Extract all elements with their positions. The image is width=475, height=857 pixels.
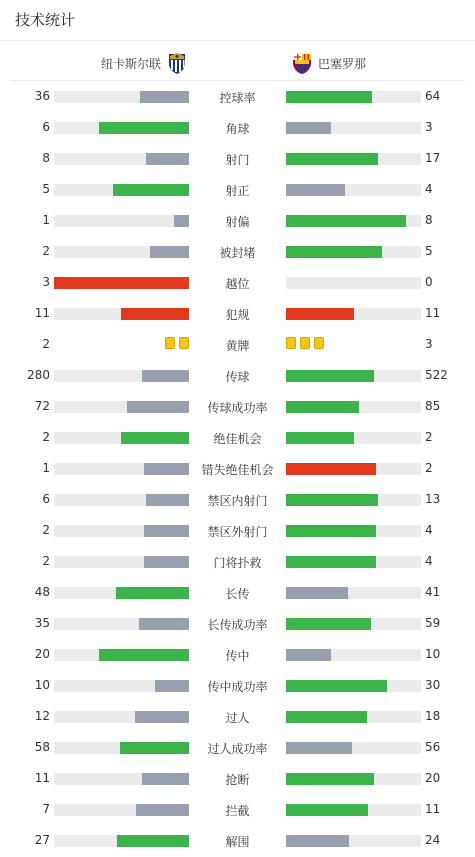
home-stat-value: 2	[42, 554, 50, 568]
stat-row	[0, 236, 475, 267]
away-stat-value: 3	[425, 337, 433, 351]
home-stat-bar	[54, 370, 189, 382]
away-stat-bar-fill	[286, 246, 382, 258]
stat-label: 角球	[225, 122, 250, 136]
home-stat-bar-fill	[117, 835, 189, 847]
barcelona-crest-icon	[290, 51, 314, 75]
away-stat-value: 56	[425, 740, 441, 754]
away-stat-bar-fill	[286, 587, 348, 599]
away-stat-value: 20	[425, 771, 441, 785]
away-stat-bar-fill	[286, 184, 345, 196]
home-stat-value: 2	[42, 244, 50, 258]
home-stat-bar-fill	[127, 401, 189, 413]
away-stat-bar-fill	[286, 680, 387, 692]
yellow-card-icon	[300, 337, 310, 349]
away-stat-value: 4	[425, 182, 433, 196]
away-stat-bar	[286, 649, 421, 661]
away-stat-bar-fill	[286, 91, 372, 103]
away-stat-bar-fill	[286, 773, 374, 785]
stat-row	[0, 205, 475, 236]
stat-row	[0, 670, 475, 701]
stat-label: 传中成功率	[207, 680, 268, 694]
stat-label: 长传	[225, 587, 250, 601]
away-stat-bar-fill	[286, 556, 376, 568]
away-stat-bar-fill	[286, 835, 349, 847]
home-team-name: 纽卡斯尔联	[100, 56, 161, 71]
away-stat-bar	[286, 91, 421, 103]
away-stat-value: 2	[425, 430, 433, 444]
stat-row	[0, 546, 475, 577]
home-stat-value: 6	[42, 492, 50, 506]
home-stat-bar	[54, 463, 189, 475]
home-stat-bar	[54, 184, 189, 196]
stat-row	[0, 360, 475, 391]
home-stat-bar	[54, 432, 189, 444]
away-stat-bar	[286, 711, 421, 723]
away-stat-value: 85	[425, 399, 441, 413]
stat-row	[0, 143, 475, 174]
home-stat-value: 1	[42, 461, 50, 475]
away-stat-bar	[286, 587, 421, 599]
home-stat-value: 12	[34, 709, 50, 723]
home-stat-bar	[54, 122, 189, 134]
home-stat-bar-fill	[146, 494, 189, 506]
stat-label: 越位	[225, 277, 250, 291]
away-team-name: 巴塞罗那	[318, 56, 367, 71]
away-stat-value: 24	[425, 833, 441, 847]
away-stat-bar	[286, 215, 421, 227]
away-stat-value: 522	[425, 368, 448, 382]
home-stat-bar	[54, 649, 189, 661]
stat-label: 传球	[225, 370, 250, 384]
away-stat-bar-fill	[286, 215, 406, 227]
home-stat-bar-fill	[155, 680, 189, 692]
stat-row	[0, 267, 475, 298]
home-stat-bar-fill	[121, 432, 189, 444]
away-stat-bar-fill	[286, 370, 374, 382]
stat-label: 抢断	[225, 773, 250, 787]
away-stat-value: 4	[425, 554, 433, 568]
home-stat-value: 2	[42, 523, 50, 537]
away-stat-bar-fill	[286, 804, 368, 816]
home-stat-bar-fill	[99, 122, 189, 134]
stat-row	[0, 484, 475, 515]
home-stat-value: 280	[27, 368, 50, 382]
away-team	[290, 51, 366, 75]
stat-label: 错失绝佳机会	[201, 463, 274, 477]
stat-row	[0, 608, 475, 639]
home-stat-bar-fill	[116, 587, 189, 599]
yellow-card-icon	[314, 337, 324, 349]
stat-row	[0, 391, 475, 422]
stat-label: 解围	[225, 835, 250, 849]
home-stat-value: 48	[34, 585, 50, 599]
home-stat-bar	[54, 742, 189, 754]
away-stat-bar-fill	[286, 432, 354, 444]
away-stat-value: 0	[425, 275, 433, 289]
home-stat-value: 72	[34, 399, 50, 413]
stat-row	[0, 825, 475, 856]
home-stat-bar	[54, 246, 189, 258]
home-stat-bar	[54, 525, 189, 537]
yellow-card-icon	[179, 337, 189, 349]
stat-row	[0, 81, 475, 112]
home-stat-value: 58	[34, 740, 50, 754]
home-stat-bar-fill	[140, 91, 189, 103]
home-stat-bar	[54, 680, 189, 692]
away-stat-value: 11	[425, 802, 441, 816]
away-stat-value: 10	[425, 647, 441, 661]
stat-row	[0, 701, 475, 732]
page-title: 技术统计	[15, 11, 76, 29]
away-stat-bar	[286, 835, 421, 847]
home-stat-bar-fill	[174, 215, 189, 227]
home-stat-bar-fill	[136, 804, 189, 816]
away-stat-bar	[286, 153, 421, 165]
stat-row	[0, 422, 475, 453]
stat-row	[0, 732, 475, 763]
away-stat-value: 5	[425, 244, 433, 258]
away-stat-bar-fill	[286, 711, 367, 723]
away-stat-value: 18	[425, 709, 441, 723]
away-stat-bar-fill	[286, 618, 371, 630]
home-stat-bar-fill	[120, 742, 189, 754]
home-stat-value: 11	[34, 306, 50, 320]
home-stat-bar-fill	[135, 711, 189, 723]
away-stat-bar-fill	[286, 401, 359, 413]
stat-label: 过人	[225, 711, 250, 725]
home-stat-value: 11	[34, 771, 50, 785]
away-stat-bar	[286, 773, 421, 785]
away-stat-bar	[286, 618, 421, 630]
away-stat-value: 41	[425, 585, 441, 599]
home-stat-bar	[54, 153, 189, 165]
home-stat-value: 8	[42, 151, 50, 165]
stat-label: 禁区内射门	[207, 494, 268, 508]
stat-label: 被封堵	[219, 246, 256, 260]
home-stat-value: 1	[42, 213, 50, 227]
stat-label: 犯规	[225, 308, 250, 322]
stat-row	[0, 298, 475, 329]
stat-label: 射门	[225, 153, 250, 167]
home-stat-bar-fill	[142, 370, 189, 382]
away-stat-bar-fill	[286, 122, 331, 134]
stat-label: 传球成功率	[207, 401, 268, 415]
home-stat-bar	[54, 711, 189, 723]
stat-row	[0, 639, 475, 670]
stat-row	[0, 515, 475, 546]
stat-label: 拦截	[225, 804, 250, 818]
home-stat-bar-fill	[99, 649, 189, 661]
home-stat-value: 3	[42, 275, 50, 289]
home-stat-bar	[54, 804, 189, 816]
home-stat-bar-fill	[146, 153, 189, 165]
home-stat-bar	[54, 91, 189, 103]
away-yellow-cards	[286, 337, 324, 350]
away-stat-bar	[286, 184, 421, 196]
away-stat-bar	[286, 122, 421, 134]
stat-row	[0, 329, 475, 360]
stat-label: 长传成功率	[207, 618, 268, 632]
stat-label: 门将扑救	[213, 556, 262, 570]
away-stat-bar	[286, 556, 421, 568]
home-stat-bar	[54, 215, 189, 227]
away-stat-value: 64	[425, 89, 441, 103]
home-stat-bar	[54, 618, 189, 630]
newcastle-crest-icon	[165, 51, 189, 75]
away-stat-bar-fill	[286, 463, 376, 475]
stat-row	[0, 577, 475, 608]
away-stat-value: 17	[425, 151, 441, 165]
stat-label: 禁区外射门	[207, 525, 268, 539]
away-stat-bar	[286, 246, 421, 258]
yellow-card-icon	[165, 337, 175, 349]
away-stat-bar-fill	[286, 525, 376, 537]
away-stat-bar	[286, 463, 421, 475]
home-stat-bar	[54, 277, 189, 289]
away-stat-value: 4	[425, 523, 433, 537]
home-stat-value: 35	[34, 616, 50, 630]
home-stat-bar-fill	[144, 525, 189, 537]
stat-row	[0, 453, 475, 484]
home-stat-value: 7	[42, 802, 50, 816]
home-stat-bar	[54, 773, 189, 785]
home-stat-value: 2	[42, 430, 50, 444]
stat-label: 射偏	[225, 215, 250, 229]
away-stat-value: 11	[425, 306, 441, 320]
away-stat-value: 8	[425, 213, 433, 227]
home-stat-bar-fill	[113, 184, 189, 196]
away-stat-value: 13	[425, 492, 441, 506]
stat-label: 绝佳机会	[213, 432, 262, 446]
away-stat-bar	[286, 370, 421, 382]
away-stat-bar-fill	[286, 742, 352, 754]
yellow-card-icon	[286, 337, 296, 349]
home-stat-bar-fill	[121, 308, 189, 320]
stat-label: 射正	[225, 184, 250, 198]
away-stat-bar	[286, 277, 421, 289]
away-stat-bar	[286, 308, 421, 320]
home-yellow-cards	[165, 337, 189, 350]
away-stat-bar	[286, 525, 421, 537]
home-stat-value: 2	[42, 337, 50, 351]
home-stat-value: 20	[34, 647, 50, 661]
stat-label: 黄牌	[225, 339, 250, 353]
away-stat-bar-fill	[286, 308, 354, 320]
away-stat-value: 2	[425, 461, 433, 475]
away-stat-bar-fill	[286, 494, 378, 506]
home-stat-bar-fill	[142, 773, 189, 785]
home-stat-value: 36	[34, 89, 50, 103]
stat-row	[0, 112, 475, 143]
stat-label: 过人成功率	[207, 742, 268, 756]
home-stat-value: 5	[42, 182, 50, 196]
home-stat-bar	[54, 556, 189, 568]
away-stat-bar	[286, 432, 421, 444]
away-stat-value: 59	[425, 616, 441, 630]
away-stat-bar	[286, 804, 421, 816]
stat-row	[0, 763, 475, 794]
away-stat-bar-fill	[286, 649, 331, 661]
away-stat-value: 3	[425, 120, 433, 134]
home-stat-bar-fill	[144, 556, 189, 568]
away-stat-bar-fill	[286, 153, 378, 165]
home-stat-bar	[54, 587, 189, 599]
home-stat-bar-fill	[54, 277, 189, 289]
home-stat-bar-fill	[150, 246, 189, 258]
home-team	[101, 51, 189, 75]
header-divider	[0, 40, 475, 41]
stat-row	[0, 174, 475, 205]
home-stat-bar-fill	[144, 463, 189, 475]
home-stat-value: 27	[34, 833, 50, 847]
away-stat-bar	[286, 742, 421, 754]
home-stat-value: 10	[34, 678, 50, 692]
stat-row	[0, 794, 475, 825]
home-stat-bar-fill	[139, 618, 189, 630]
home-stat-bar	[54, 401, 189, 413]
away-stat-bar	[286, 494, 421, 506]
home-stat-bar	[54, 308, 189, 320]
stat-label: 传中	[225, 649, 250, 663]
home-stat-bar	[54, 494, 189, 506]
away-stat-bar	[286, 680, 421, 692]
home-stat-value: 6	[42, 120, 50, 134]
away-stat-value: 30	[425, 678, 441, 692]
away-stat-bar	[286, 401, 421, 413]
stat-label: 控球率	[219, 91, 256, 105]
home-stat-bar	[54, 835, 189, 847]
